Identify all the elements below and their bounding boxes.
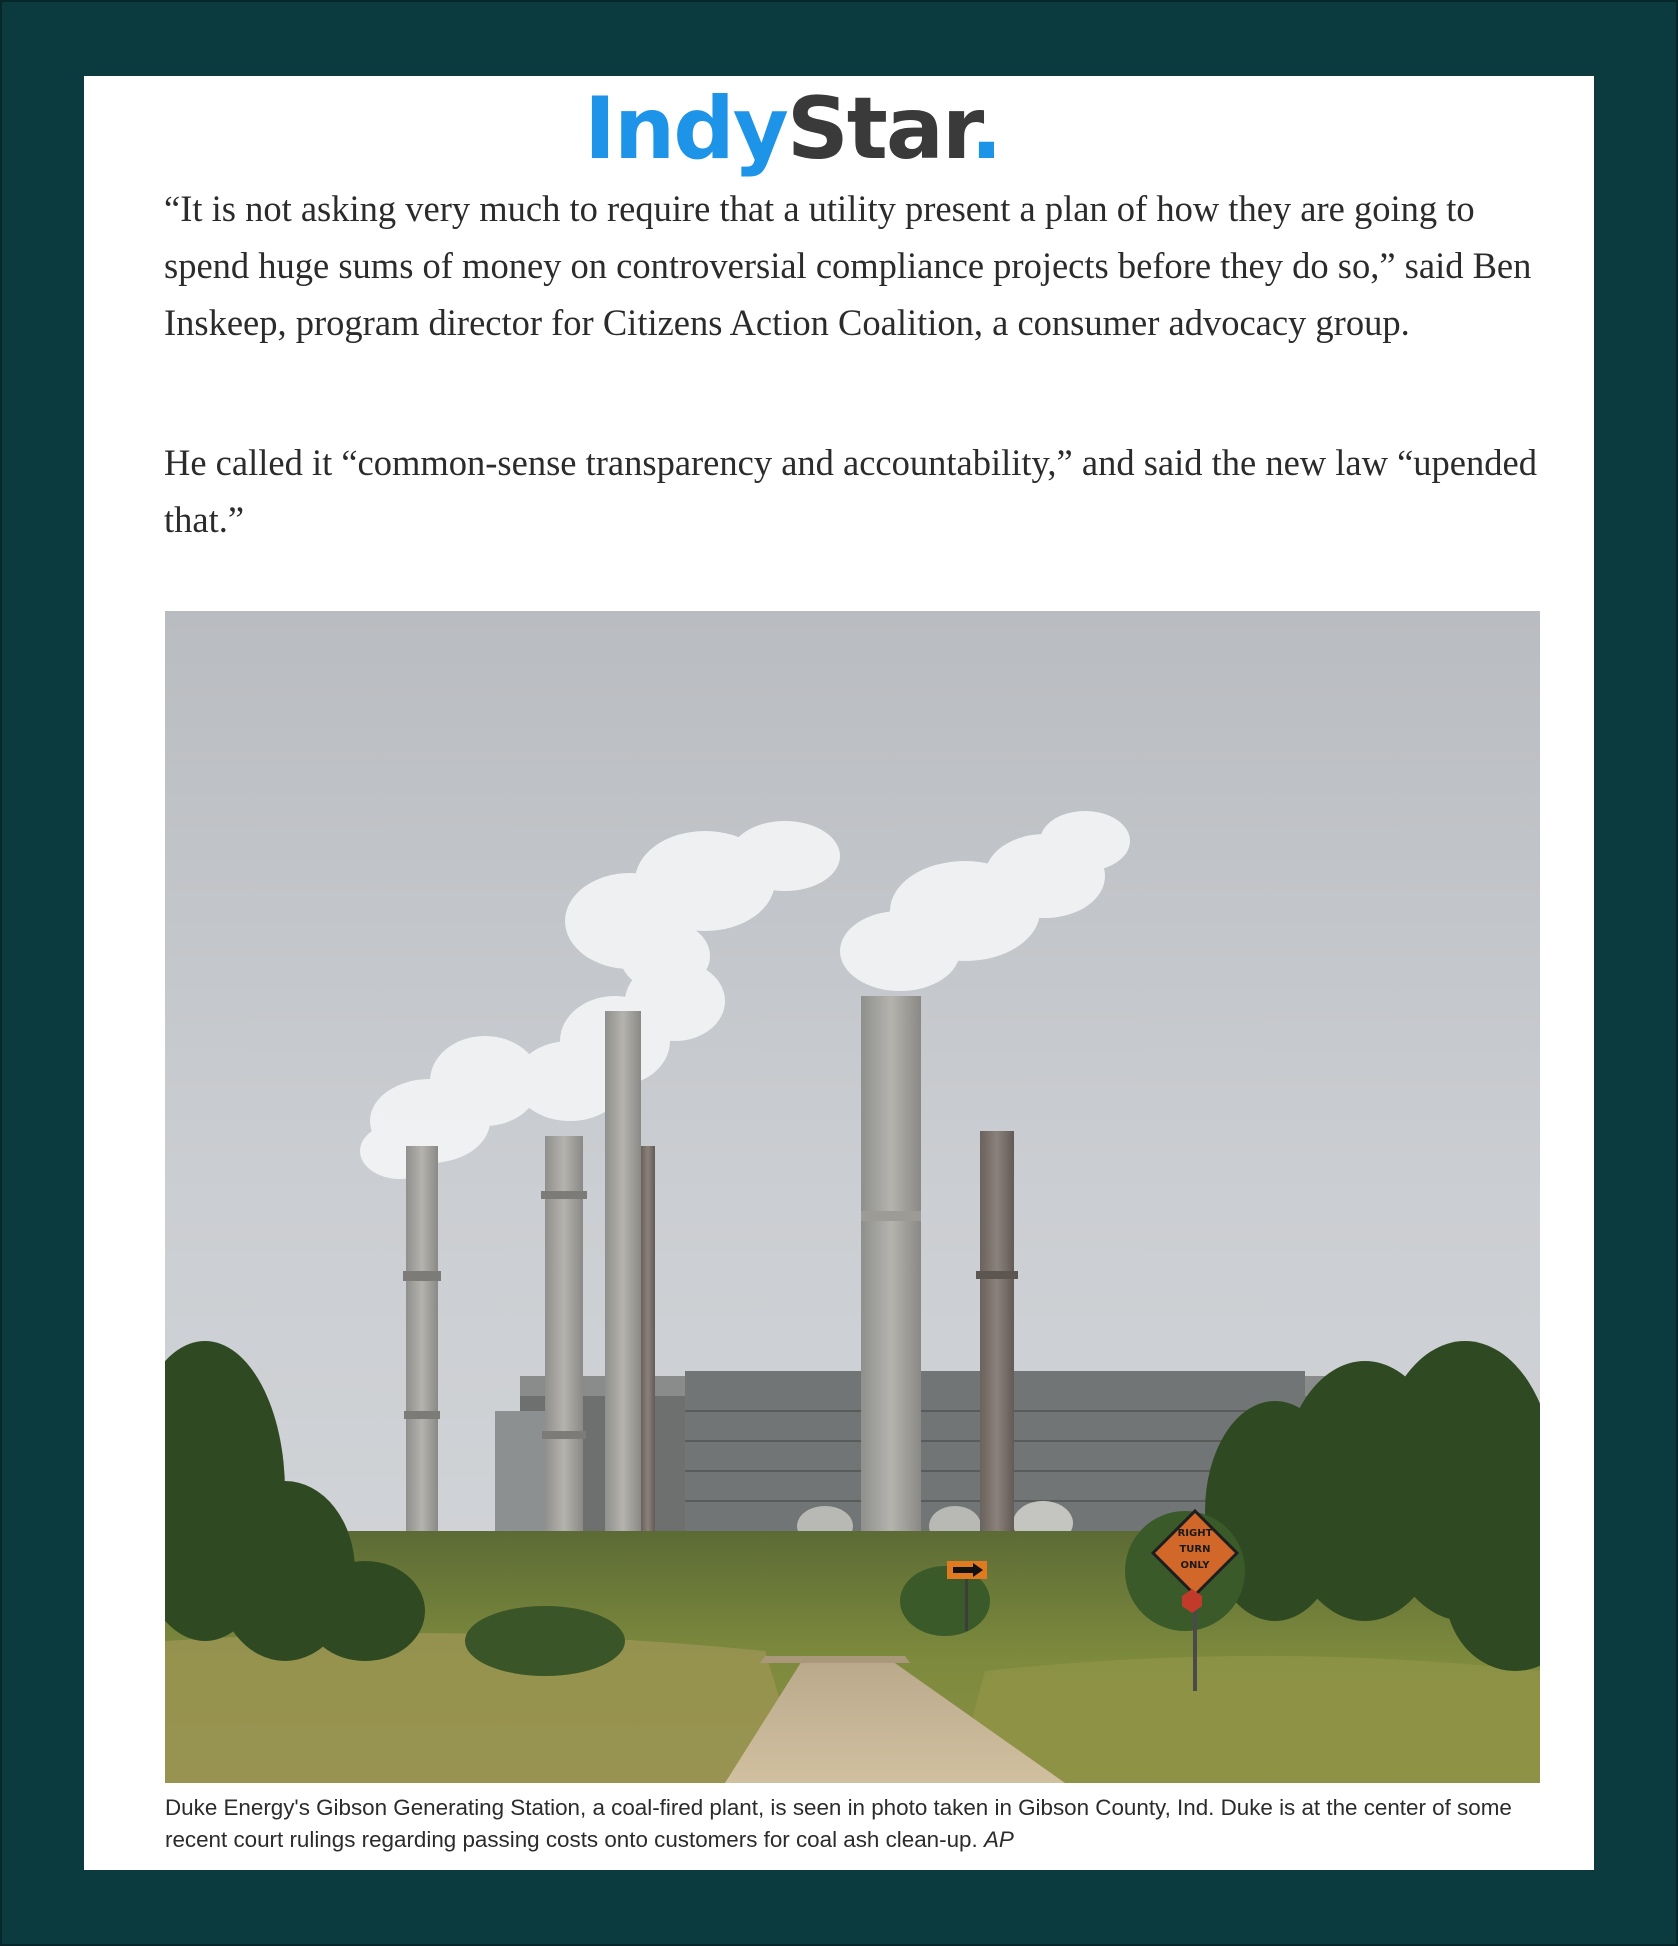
logo-dot: . [970, 79, 1001, 179]
article-paragraph: “It is not asking very much to require that a utility present a plan of how they are going to spend huge sums of money on controversial compliance projects before they do so,” said Ben Inskeep, program director for Citizens Action Coalition, a consumer advocacy group. [164, 188, 1532, 343]
indystar-logo[interactable] [84, 76, 1594, 186]
article-card [84, 76, 1594, 1870]
caption-text: Duke Energy's Gibson Generating Station, a coal-fired plant, is seen in photo taken in Gibson County, Ind. Duke is at the center of some recent court rulings regarding passing costs onto customers for coal ash clean-up. [165, 1795, 1512, 1852]
logo-star: Star [786, 79, 971, 179]
sign-line: ONLY [1180, 1560, 1210, 1571]
logo-indy: Indy [584, 79, 787, 179]
article-paragraph: He called it “common-sense transparency and accountability,” and said the new law “upended that.” [164, 442, 1537, 540]
article-photo-power-plant [165, 611, 1540, 1783]
sign-line: TURN [1179, 1544, 1211, 1555]
photo-caption [165, 1792, 1565, 1856]
photo-credit: AP [983, 1827, 1014, 1852]
sign-line: RIGHT [1177, 1528, 1213, 1539]
